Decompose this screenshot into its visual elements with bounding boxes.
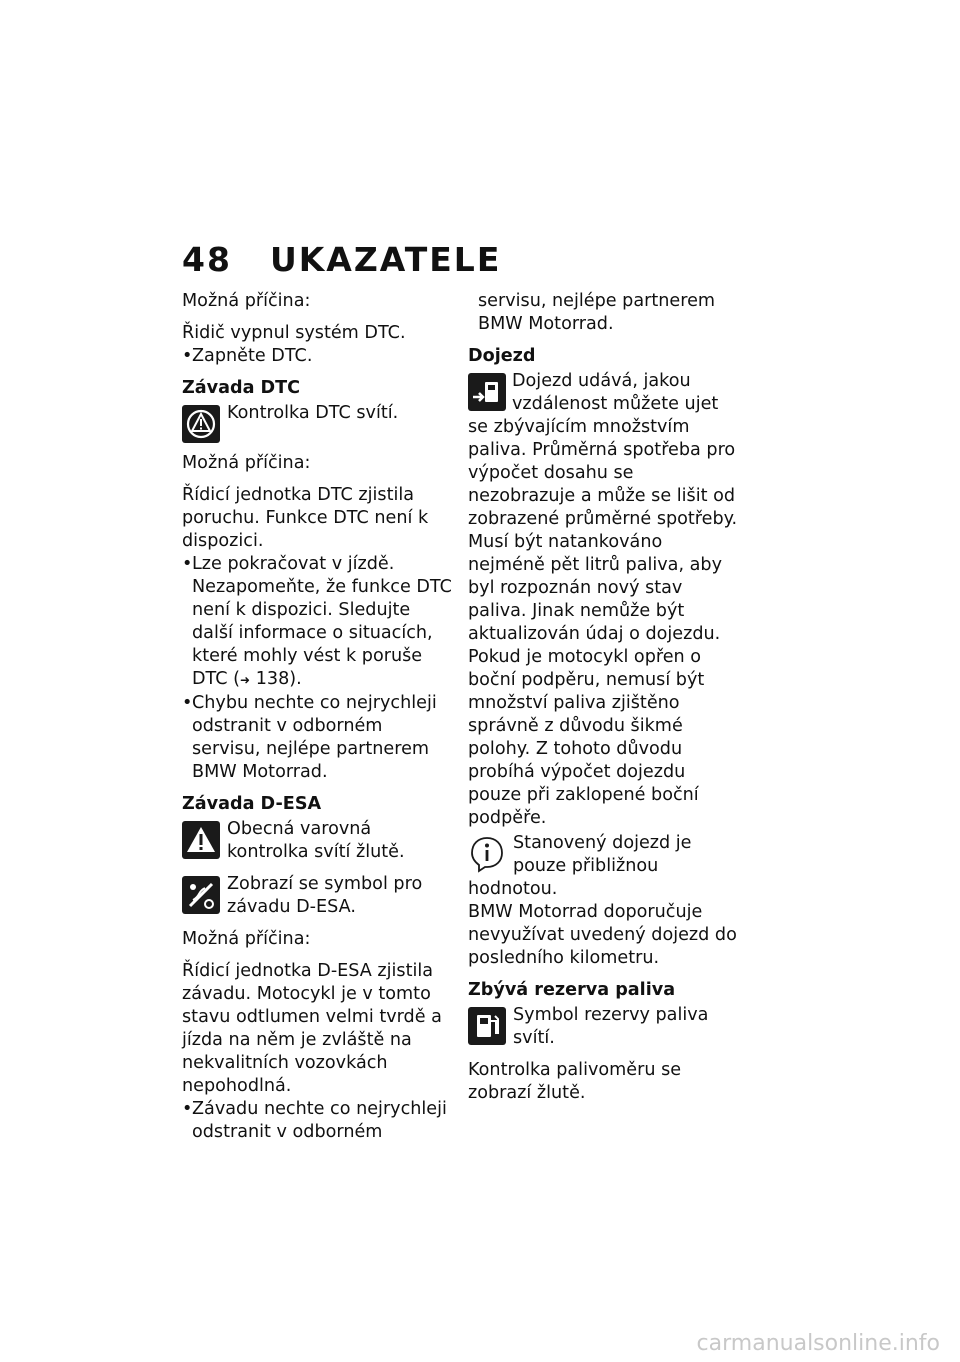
right-column (468, 290, 740, 1114)
section-heading-reserve: Zbývá rezerva paliva (468, 980, 676, 1000)
page-number: 48 (182, 240, 232, 279)
left-column (182, 290, 454, 1153)
dtc-indicator (182, 402, 454, 443)
cause-text: Řidič vypnul systém DTC. (182, 323, 406, 343)
bullet-list (182, 1098, 454, 1144)
range-paragraph (468, 370, 740, 531)
info-icon (468, 835, 506, 873)
info-note (468, 832, 740, 901)
indicator-text: Zobrazí se symbol pro závadu D-ESA. (227, 874, 423, 917)
page-header (182, 240, 501, 279)
cause-label: Možná příčina: (182, 929, 311, 949)
fuel-reserve-indicator (468, 1004, 740, 1050)
cause-text: Řídicí jednotka D-ESA zjistila závadu. Motocykl je v tomto stavu odtlumen velmi tvrdě a jízda na něm je zvláště na nekvalitních vozovkách nepohodlná. (182, 961, 442, 1096)
general-warning-icon (182, 821, 220, 859)
bullet-list (182, 345, 454, 368)
section-heading-dtc: Závada DTC (182, 378, 301, 398)
fuel-reserve-icon (468, 1007, 506, 1045)
list-item: • Závadu nechte co nejrychleji odstranit v odborném (182, 1098, 454, 1144)
reference-arrow-icon: ➜ (240, 673, 251, 687)
indicator-text: Symbol rezervy paliva svítí. (513, 1005, 709, 1048)
range-text: Pokud je motocykl opřen o boční podpěru, nemusí být množství paliva zjištěno správně z důvodu šikmé polohy. Z tohoto důvodu probíhá výpočet dojezdu pouze při zaklopené boční podpěře. (468, 647, 705, 828)
cause-label: Možná příčina: (182, 291, 311, 311)
desa-fault-indicator (182, 873, 454, 919)
page-reference: 138). (255, 669, 302, 689)
fuel-range-icon (468, 373, 506, 411)
indicator-text: Obecná varovná kontrolka svítí žlutě. (227, 819, 405, 862)
list-item: servisu, nejlépe partnerem BMW Motorrad. (478, 291, 716, 334)
indicator-text: Kontrolka DTC svítí. (227, 403, 399, 423)
section-heading-range: Dojezd (468, 346, 536, 366)
cause-text: Řídicí jednotka DTC zjistila poruchu. Funkce DTC není k dispozici. (182, 485, 429, 551)
recommend-text: BMW Motorrad doporučuje nevyužívat uvedený dojezd do posledního kilometru. (468, 902, 737, 968)
dtc-warning-icon (182, 405, 220, 443)
reserve-text: Kontrolka palivoměru se zobrazí žlutě. (468, 1060, 682, 1103)
info-text: Stanovený dojezd je pouze přibližnou hodnotou. (468, 833, 692, 899)
bullet-list (182, 553, 454, 784)
list-item: • Chybu nechte co nejrychleji odstranit v odborném servisu, nejlépe partnerem BMW Motorrad. (182, 692, 454, 784)
range-text: Musí být natankováno nejméně pět litrů paliva, aby byl rozpoznán nový stav paliva. Jinak nemůže být aktualizován údaj o dojezdu. (468, 532, 722, 644)
watermark: carmanualsonline.info (696, 1331, 940, 1356)
range-text: Dojezd udává, jakou vzdálenost můžete ujet se zbývajícím množstvím paliva. Průměrná spotřeba pro výpočet dosahu se nezobrazuje a může se lišit od zobrazené průměrné spotřeby. (468, 371, 738, 529)
general-warning-indicator (182, 818, 454, 864)
cause-label: Možná příčina: (182, 453, 311, 473)
bullet-continuation (468, 290, 740, 336)
section-heading-desa: Závada D-ESA (182, 794, 322, 814)
page-title: UKAZATELE (269, 240, 502, 279)
list-item: • Zapněte DTC. (182, 345, 454, 368)
d-esa-fault-icon (182, 876, 220, 914)
list-item-text: Lze pokračovat v jízdě. Nezapomeňte, že funkce DTC není k dispozici. Sledujte další informace o situacích, které mohly vést k poruše DTC (192, 554, 452, 689)
list-item: • Lze pokračovat v jízdě. Nezapomeňte, že funkce DTC není k dispozici. Sledujte další informace o situacích, které mohly vést k poruše DTC (➜ 138). (182, 553, 454, 692)
